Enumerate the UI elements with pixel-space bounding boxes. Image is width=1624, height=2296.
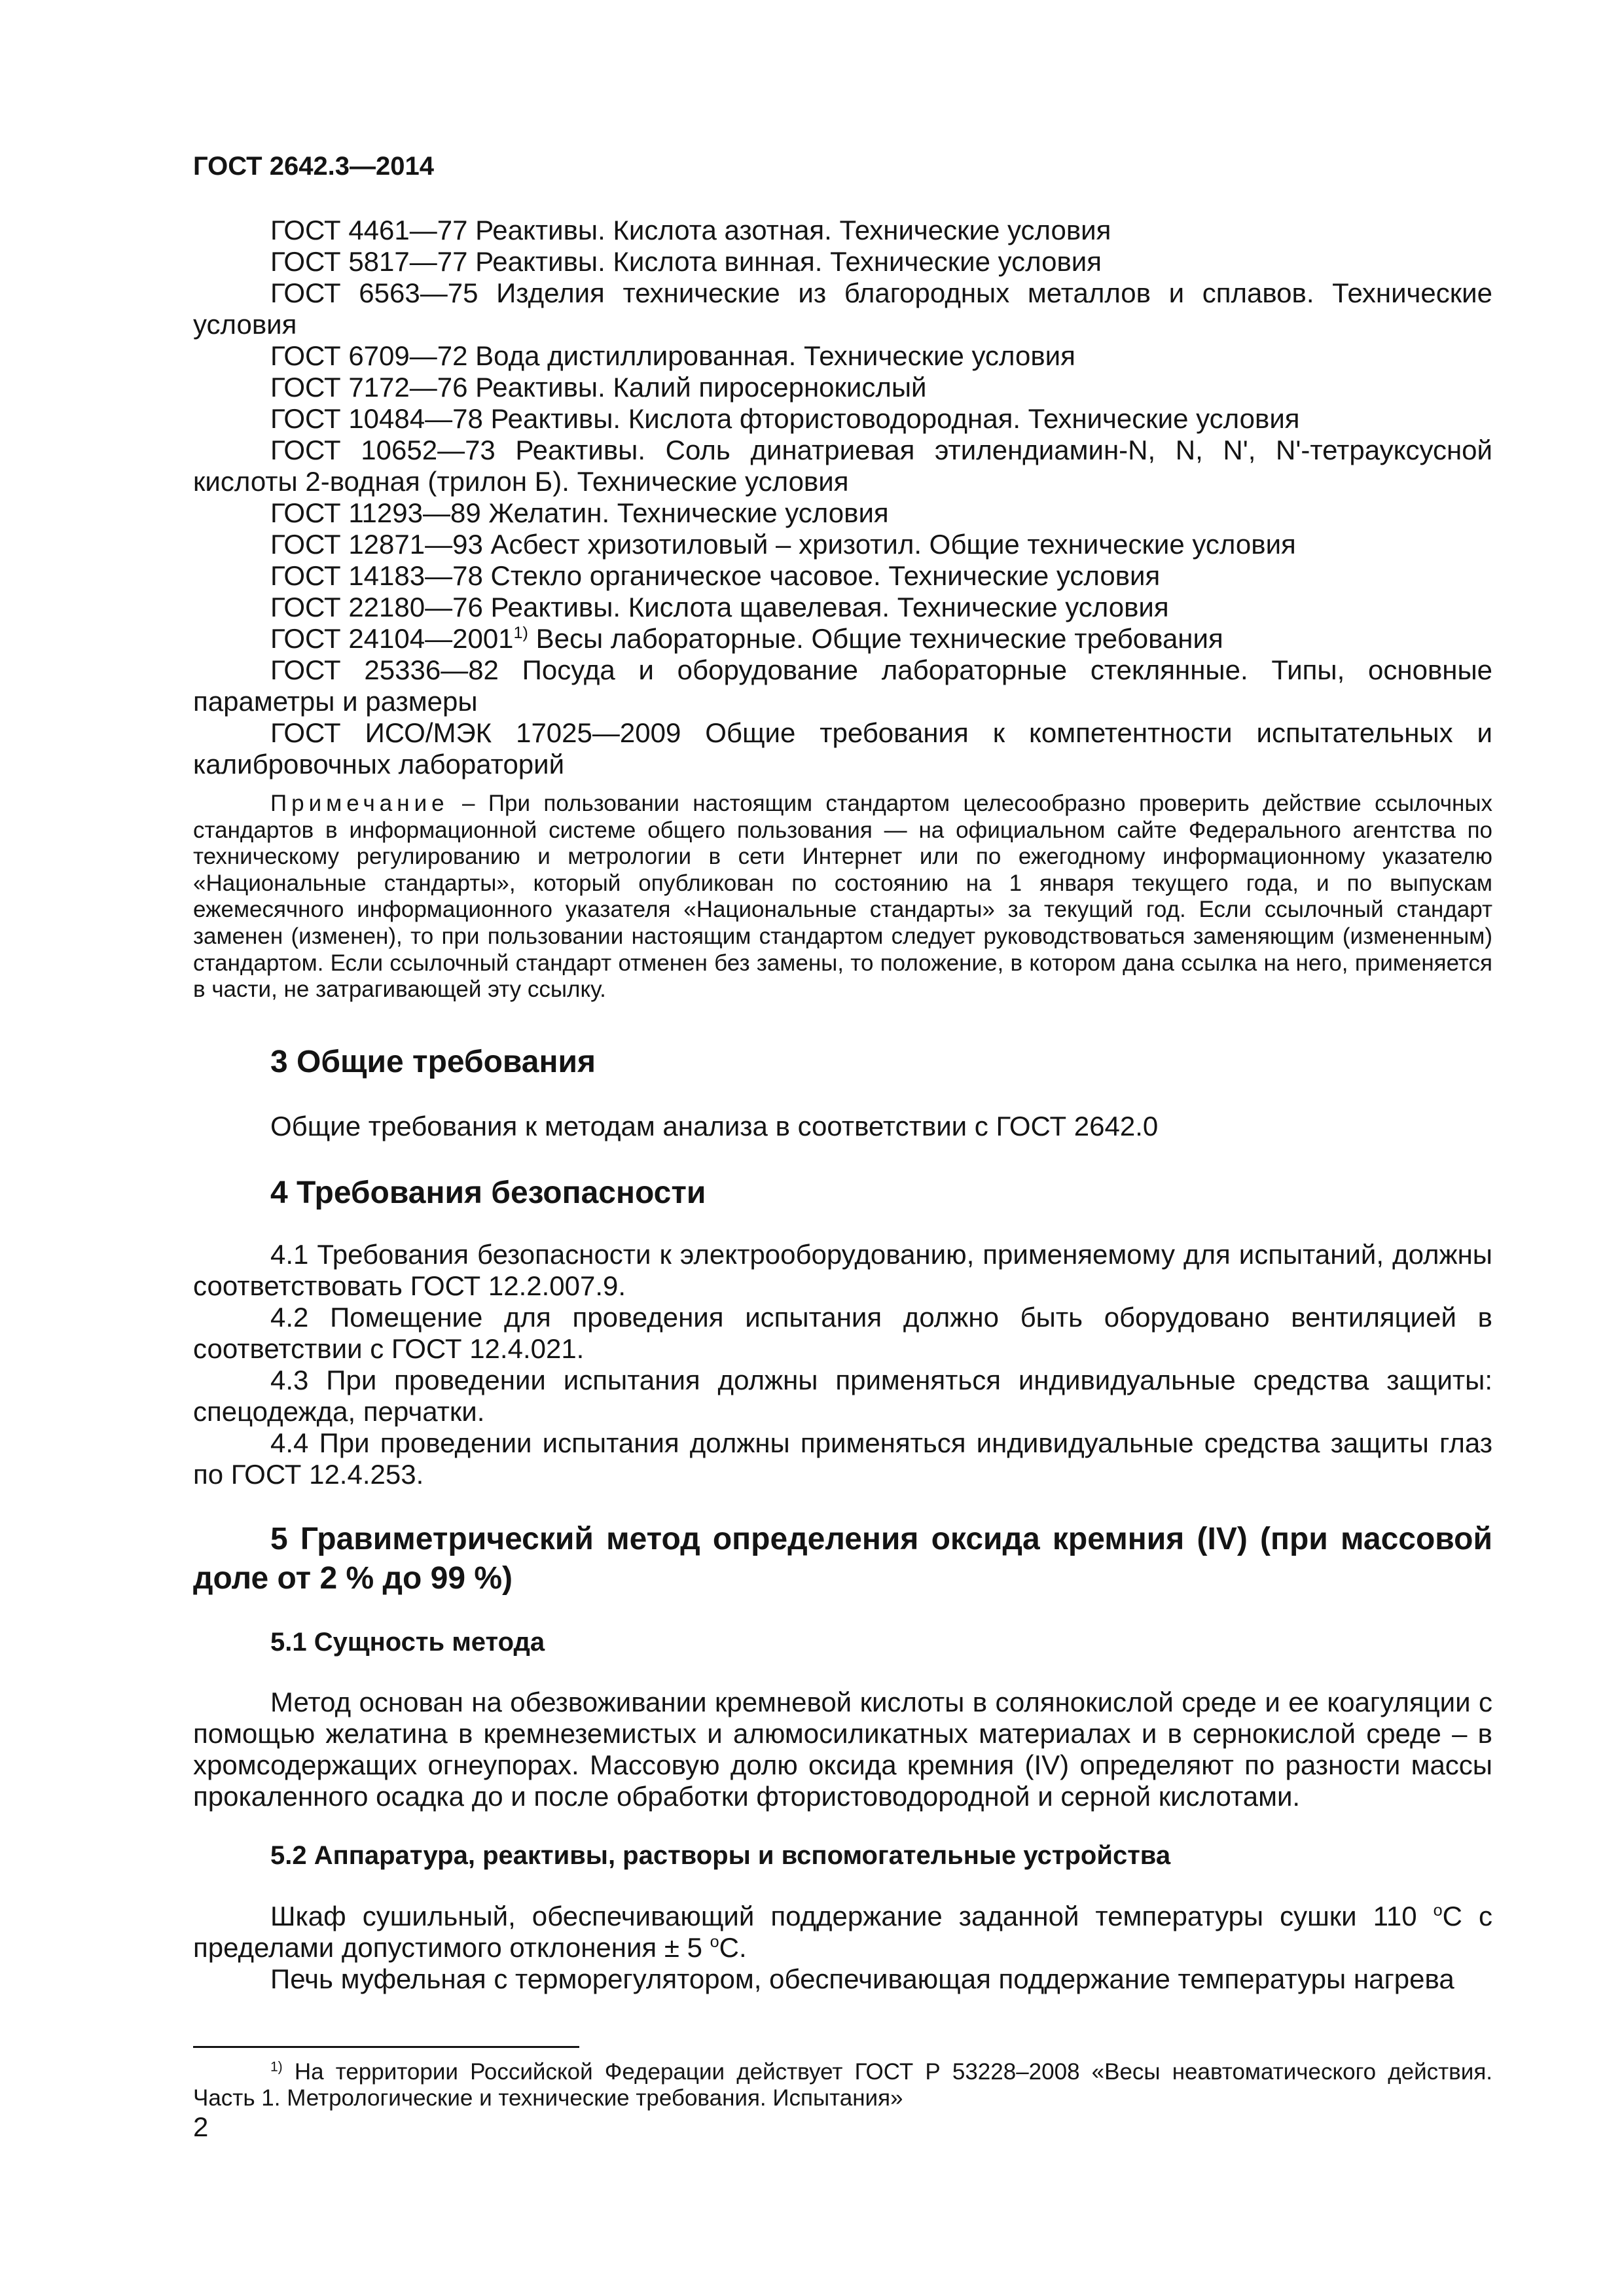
text-run: С.	[719, 1932, 747, 1963]
reference-item: ГОСТ 6563—75 Изделия технические из благородных металлов и сплавов. Технические условия	[193, 278, 1492, 340]
section-5-2-heading: 5.2 Аппаратура, реактивы, растворы и вспомогательные устройства	[270, 1841, 1171, 1870]
section-3-text: Общие требования к методам анализа в соответствии с ГОСТ 2642.0	[270, 1111, 1159, 1141]
reference-item: ГОСТ ИСО/МЭК 17025—2009 Общие требования к компетентности испытательных и калибровочных лабораторий	[193, 717, 1492, 780]
section-4-item: 4.4 При проведении испытания должны применяться индивидуальные средства защиты глаз по ГОСТ 12.4.253.	[193, 1427, 1492, 1490]
section-5-1-heading: 5.1 Сущность метода	[270, 1628, 545, 1657]
reference-item: ГОСТ 11293—89 Желатин. Технические условия	[270, 497, 889, 528]
reference-item: ГОСТ 6709—72 Вода дистиллированная. Технические условия	[270, 340, 1075, 371]
footnote-separator	[193, 2046, 579, 2048]
text-run: С с пределами допустимого отклонения ± 5	[193, 1901, 1493, 1963]
section-3-heading: 3 Общие требования	[270, 1045, 596, 1079]
section-4-heading: 4 Требования безопасности	[270, 1175, 706, 1210]
reference-item: ГОСТ 12871—93 Асбест хризотиловый – хризотил. Общие технические условия	[270, 529, 1296, 560]
reference-code: ГОСТ 24104—2001	[270, 623, 514, 654]
reference-title: Весы лабораторные. Общие технические требования	[535, 623, 1223, 654]
section-5-2-paragraph: Печь муфельная с терморегулятором, обеспечивающая поддержание температуры нагрева	[270, 1964, 1454, 1994]
section-5-2-paragraph	[193, 1901, 1492, 1964]
reference-item: ГОСТ 25336—82 Посуда и оборудование лабораторные стеклянные. Типы, основные параметры и размеры	[193, 655, 1492, 717]
text-run: Шкаф сушильный, обеспечивающий поддержание заданной температуры сушки 110	[270, 1901, 1434, 1931]
reference-item-24104	[193, 623, 1492, 655]
note-text: – При пользовании настоящим стандартом целесообразно проверить действие ссылочных стандартов в информационной системе общего пользования — на официальном сайте Федерального агентства по техническому регулированию и метрологии в сети Интернет или по ежегодному информационному указателю «Национальные стандарты», который опубликован по состоянию на 1 января текущего года, и по выпускам ежемесячного информационного указателя «Национальные стандарты» за текущий год. Если ссылочный стандарт заменен (изменен), то при пользовании настоящим стандартом следует руководствоваться заменяющим (измененным) стандартом. Если ссылочный стандарт отменен без замены, то положение, в котором дана ссылка на него, применяется в части, не затрагивающей эту ссылку.	[193, 791, 1492, 1003]
section-5-heading: 5 Гравиметрический метод определения оксида кремния (IV) (при массовой доле от 2 % до 99 %)	[193, 1522, 1492, 1596]
section-4-item: 4.3 При проведении испытания должны применяться индивидуальные средства защиты: спецодежда, перчатки.	[193, 1365, 1492, 1427]
reference-item: ГОСТ 7172—76 Реактивы. Калий пиросернокислый	[270, 372, 927, 403]
reference-item: ГОСТ 10652—73 Реактивы. Соль динатриевая этилендиамин-N, N, N', N'-тетрауксусной кислоты 2-водная (трилон Б). Технические условия	[193, 435, 1492, 497]
reference-item: ГОСТ 14183—78 Стекло органическое часовое. Технические условия	[270, 560, 1161, 591]
reference-item: ГОСТ 5817—77 Реактивы. Кислота винная. Технические условия	[270, 246, 1102, 277]
reference-item: ГОСТ 22180—76 Реактивы. Кислота щавелевая. Технические условия	[270, 592, 1169, 622]
degree-sign: о	[1433, 1901, 1443, 1920]
footnote-text: На территории Российской Федерации действует ГОСТ Р 53228–2008 «Весы неавтоматического действия. Часть 1. Метрологические и технические требования. Испытания»	[193, 2059, 1492, 2111]
note-paragraph	[193, 791, 1492, 1003]
footnote-marker: 1)	[513, 624, 528, 642]
footnote-marker: 1)	[270, 2059, 283, 2075]
note-label: Примечание	[270, 791, 449, 816]
page-header: ГОСТ 2642.3—2014	[193, 152, 435, 181]
section-5-1-text: Метод основан на обезвоживании кремневой кислоты в солянокислой среде и ее коагуляции с помощью желатина в кремнеземистых и алюмосиликатных материалах и в сернокислой среде – в хромсодержащих огнеупорах. Массовую долю оксида кремния (IV) определяют по разности массы прокаленного осадка до и после обработки фтористоводородной и серной кислотами.	[193, 1687, 1492, 1812]
section-4-item: 4.1 Требования безопасности к электрооборудованию, применяемому для испытаний, должны соответствовать ГОСТ 12.2.007.9.	[193, 1239, 1492, 1301]
footnote	[193, 2059, 1492, 2111]
references-list	[193, 215, 1492, 780]
degree-sign: о	[710, 1933, 719, 1951]
section-4-item: 4.2 Помещение для проведения испытания должно быть оборудовано вентиляцией в соответствии с ГОСТ 12.4.021.	[193, 1302, 1492, 1364]
reference-item: ГОСТ 4461—77 Реактивы. Кислота азотная. Технические условия	[270, 215, 1111, 245]
reference-item: ГОСТ 10484—78 Реактивы. Кислота фтористоводородная. Технические условия	[270, 403, 1300, 434]
page-number: 2	[193, 2111, 209, 2142]
